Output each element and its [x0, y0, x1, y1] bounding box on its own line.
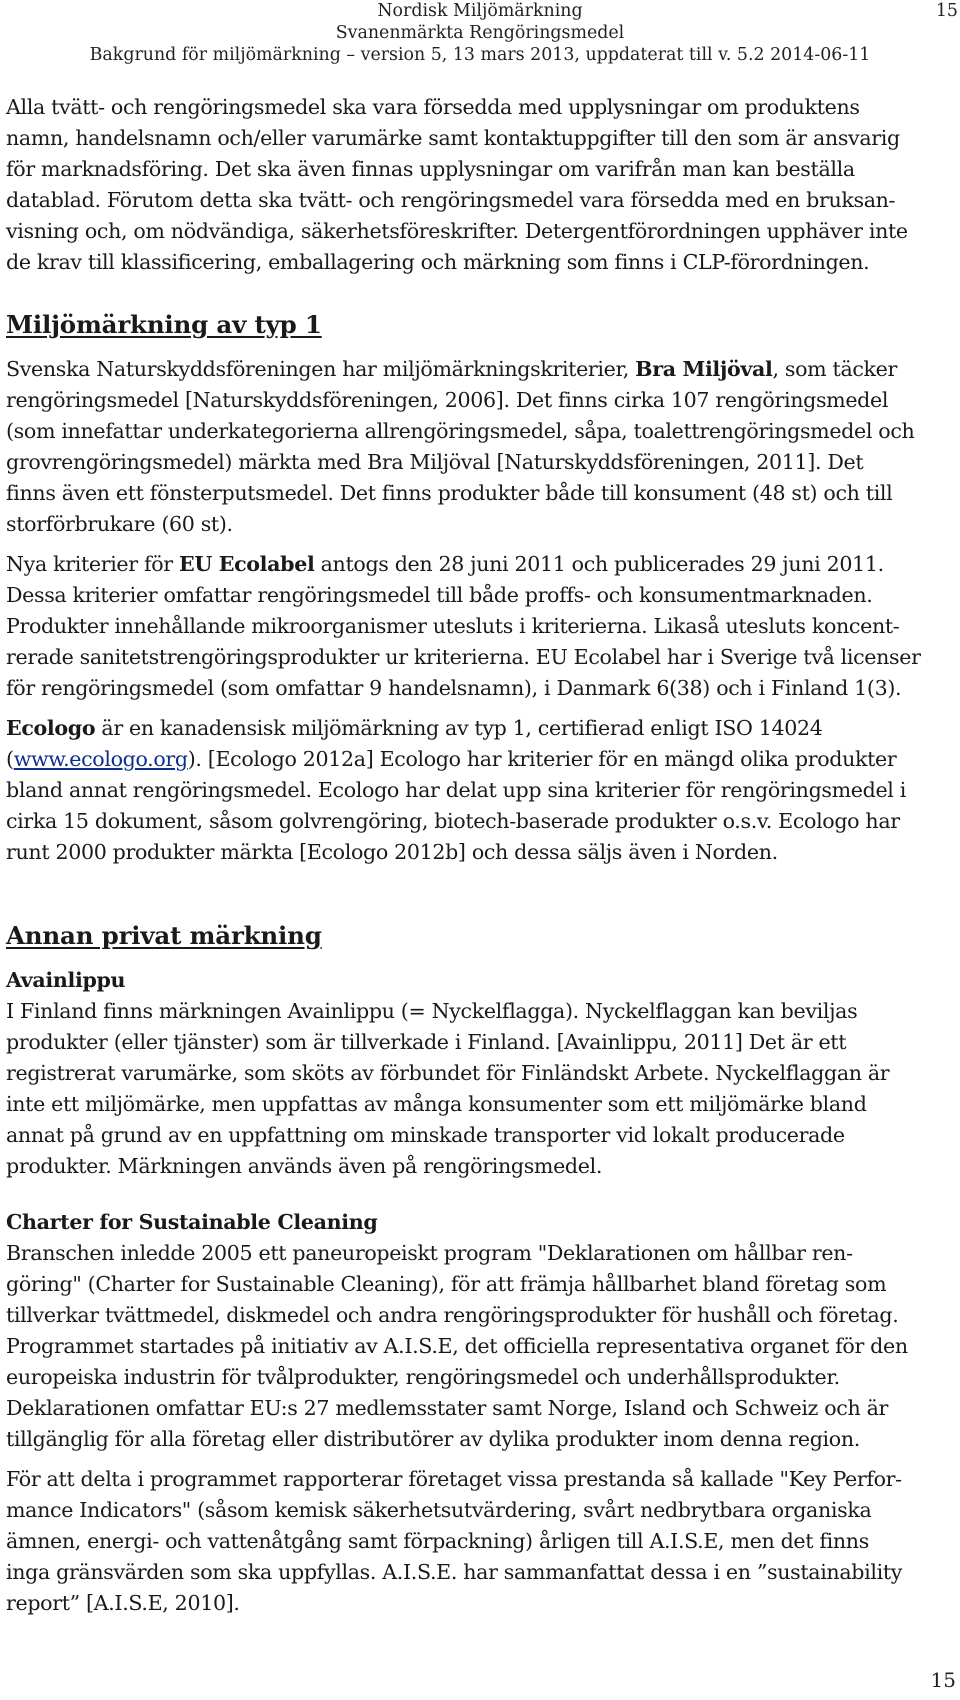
- bra-miljoval-term: Bra Miljöval: [635, 357, 773, 381]
- footer-page-number: 15: [930, 1668, 956, 1692]
- text-line: För att delta i programmet rapporterar företaget vissa prestanda så kallade "Key Perfor-: [6, 1467, 902, 1491]
- text-line: annat på grund av en uppfattning om minskade transporter vid lokalt producerade: [6, 1123, 845, 1147]
- paragraph-avainlippu: [6, 996, 946, 1182]
- paragraph-bra-miljoval: [6, 354, 946, 540]
- section-heading-private: Annan privat märkning: [6, 921, 322, 950]
- text-line: inte ett miljömärke, men uppfattas av många konsumenter som ett miljömärke bland: [6, 1092, 867, 1116]
- page-header: [0, 0, 960, 72]
- text-line: mance Indicators" (såsom kemisk säkerhetsutvärdering, svårt nedbrytbara organiska: [6, 1498, 872, 1522]
- text-line: Ecologo är en kanadensisk miljömärkning av typ 1, certifierad enligt ISO 14024: [6, 716, 823, 740]
- intro-paragraph: [6, 92, 946, 278]
- text-line: finns även ett fönsterputsmedel. Det finns produkter både till konsument (48 st) och till: [6, 481, 893, 505]
- subheading-charter: Charter for Sustainable Cleaning: [6, 1210, 378, 1234]
- text-line: europeiska industrin för tvålprodukter, rengöringsmedel och underhållsprodukter.: [6, 1365, 840, 1389]
- text-line: inga gränsvärden som ska uppfyllas. A.I.S.E. har sammanfattat dessa i en ”sustainability: [6, 1560, 903, 1584]
- text-line: report” [A.I.S.E, 2010].: [6, 1591, 240, 1615]
- text-line: produkter (eller tjänster) som är tillverkade i Finland. [Avainlippu, 2011] Det är ett: [6, 1030, 847, 1054]
- text-line: namn, handelsnamn och/eller varumärke samt kontaktuppgifter till den som är ansvarig: [6, 126, 900, 150]
- header-version: Bakgrund för miljömärkning – version 5, 13 mars 2013, uppdaterat till v. 5.2 2014-06-11: [89, 45, 871, 65]
- subheading-avainlippu: Avainlippu: [6, 968, 126, 992]
- paragraph-ecologo: [6, 713, 946, 868]
- header-organization: Nordisk Miljömärkning: [377, 1, 583, 21]
- header-document-title: Svanenmärkta Rengöringsmedel: [335, 23, 625, 43]
- text-line: Nya kriterier för EU Ecolabel antogs den 28 juni 2011 och publicerades 29 juni 2011.: [6, 552, 884, 576]
- text-line: tillverkar tvättmedel, diskmedel och andra rengöringsprodukter för hushåll och företag.: [6, 1303, 899, 1327]
- paragraph-charter-1: [6, 1238, 946, 1455]
- section-heading-type1: Miljömärkning av typ 1: [6, 310, 322, 339]
- text-line: datablad. Förutom detta ska tvätt- och rengöringsmedel vara försedda med en bruksan-: [6, 188, 896, 212]
- text-line: I Finland finns märkningen Avainlippu (= Nyckelflagga). Nyckelflaggan kan beviljas: [6, 999, 858, 1023]
- text-line: produkter. Märkningen används även på rengöringsmedel.: [6, 1154, 603, 1178]
- text-line: Dessa kriterier omfattar rengöringsmedel till både proffs- och konsumentmarknaden.: [6, 583, 873, 607]
- text-line: för marknadsföring. Det ska även finnas upplysningar om varifrån man kan beställa: [6, 157, 855, 181]
- text-line: rerade sanitetstrengöringsprodukter ur kriterierna. EU Ecolabel har i Sverige två licenser: [6, 645, 921, 669]
- ecologo-link[interactable]: www.ecologo.org: [13, 747, 188, 771]
- text-line: för rengöringsmedel (som omfattar 9 handelsnamn), i Danmark 6(38) och i Finland 1(3).: [6, 676, 902, 700]
- text-line: Svenska Naturskyddsföreningen har miljömärkningskriterier, Bra Miljöval, som täcker: [6, 357, 898, 381]
- text-line: göring" (Charter for Sustainable Cleaning), för att främja hållbarhet bland företag som: [6, 1272, 887, 1296]
- text-line: Alla tvätt- och rengöringsmedel ska vara försedda med upplysningar om produktens: [6, 95, 860, 119]
- text-line: de krav till klassificering, emballagering och märkning som finns i CLP-förordningen.: [6, 250, 870, 274]
- text-line: storförbrukare (60 st).: [6, 512, 233, 536]
- eu-ecolabel-term: EU Ecolabel: [178, 552, 315, 576]
- text-line: registrerat varumärke, som sköts av förbundet för Finländskt Arbete. Nyckelflaggan är: [6, 1061, 890, 1085]
- text-line: Programmet startades på initiativ av A.I.S.E, det officiella representativa organet för den: [6, 1334, 908, 1358]
- ecologo-term: Ecologo: [6, 716, 96, 740]
- text-line: runt 2000 produkter märkta [Ecologo 2012b] och dessa säljs även i Norden.: [6, 840, 778, 864]
- text-line: (www.ecologo.org). [Ecologo 2012a] Ecologo har kriterier för en mängd olika produkter: [6, 747, 897, 771]
- text-line: Deklarationen omfattar EU:s 27 medlemsstater samt Norge, Island och Schweiz och är: [6, 1396, 889, 1420]
- paragraph-eu-ecolabel: [6, 549, 946, 704]
- text-line: bland annat rengöringsmedel. Ecologo har delat upp sina kriterier för rengöringsmedel i: [6, 778, 906, 802]
- document-body: [6, 92, 946, 1619]
- text-line: Produkter innehållande mikroorganismer utesluts i kriterierna. Likaså utesluts koncent-: [6, 614, 900, 638]
- paragraph-charter-2: [6, 1464, 946, 1619]
- text-line: Branschen inledde 2005 ett paneuropeiskt program "Deklarationen om hållbar ren-: [6, 1241, 853, 1265]
- header-page-number: 15: [935, 1, 958, 21]
- text-line: grovrengöringsmedel) märkta med Bra Miljöval [Naturskyddsföreningen, 2011]. Det: [6, 450, 864, 474]
- text-line: rengöringsmedel [Naturskyddsföreningen, 2006]. Det finns cirka 107 rengöringsmedel: [6, 388, 889, 412]
- text-line: visning och, om nödvändiga, säkerhetsföreskrifter. Detergentförordningen upphäver inte: [6, 219, 908, 243]
- text-line: tillgänglig för alla företag eller distributörer av dylika produkter inom denna region.: [6, 1427, 860, 1451]
- text-line: cirka 15 dokument, såsom golvrengöring, biotech-baserade produkter o.s.v. Ecologo har: [6, 809, 900, 833]
- text-line: (som innefattar underkategorierna allrengöringsmedel, såpa, toalettrengöringsmedel och: [6, 419, 915, 443]
- text-line: ämnen, energi- och vattenåtgång samt förpackning) årligen till A.I.S.E, men det finns: [6, 1529, 869, 1553]
